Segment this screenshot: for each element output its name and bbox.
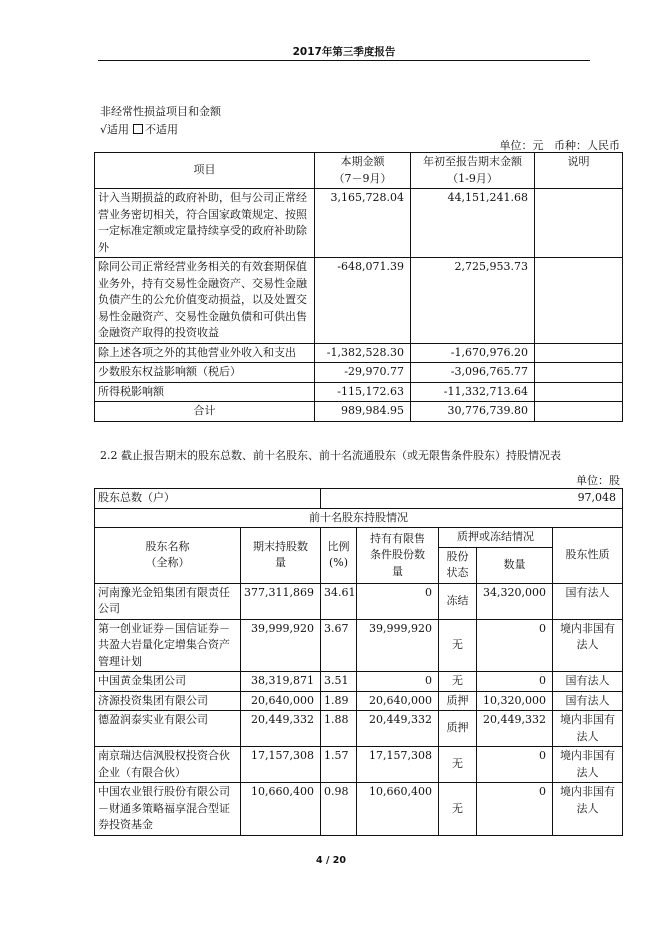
page-number: 4 / 20 [316, 855, 346, 866]
header-nature: 股东性质 [553, 528, 623, 584]
row-current: -29,970.77 [315, 363, 411, 383]
shareholder-name: 中国黄金集团公司 [95, 672, 241, 692]
row-ytd: 2,725,953.73 [411, 258, 535, 344]
shareholder-restricted: 0 [357, 672, 439, 692]
shareholder-status: 冻结 [439, 583, 477, 619]
applicability-line [100, 121, 178, 137]
row-current: 989,984.95 [315, 402, 411, 422]
shareholder-qty: 34,320,000 [477, 583, 553, 619]
header-ytd: 年初至报告期末金额 （1-9月） [411, 153, 535, 189]
shareholder-name: 德盈润泰实业有限公司 [95, 711, 241, 747]
shareholder-nature: 境内非国有法人 [553, 619, 623, 672]
shareholder-qty: 0 [477, 672, 553, 692]
shareholder-restricted: 0 [357, 583, 439, 619]
shareholder-name: 河南豫光金铅集团有限责任公司 [95, 583, 241, 619]
shareholder-ratio: 0.98 [321, 783, 357, 836]
shareholder-name: 南京瑞达信沨股权投资合伙企业（有限合伙） [95, 747, 241, 783]
top10-label: 前十名股东持股情况 [95, 508, 623, 528]
table-row-total [95, 402, 623, 422]
shareholder-nature: 国有法人 [553, 691, 623, 711]
table-row [95, 382, 623, 402]
shareholder-qty: 0 [477, 747, 553, 783]
shareholder-qty: 0 [477, 783, 553, 836]
row-item: 除同公司正常经营业务相关的有效套期保值业务外，持有交易性金融资产、交易性金融负债产生的公允价值变动损益，以及处置交易性金融资产、交易性金融负债和可供出售金融资产取得的投资收益 [95, 258, 315, 344]
header-item: 项目 [95, 153, 315, 189]
header-restricted: 持有有限售 条件股份数 量 [357, 528, 439, 584]
table-row [95, 691, 623, 711]
header-current: 本期金额 （7－9月） [315, 153, 411, 189]
row-item: 合计 [95, 402, 315, 422]
section2-title: 2.2 截止报告期末的股东总数、前十名股东、前十名流通股东（或无限售条件股东）持股情况表 [100, 449, 561, 462]
shareholder-nature: 境内非国有法人 [553, 783, 623, 836]
applicable-check: √适用 [100, 123, 130, 136]
shareholder-name: 中国农业银行股份有限公司－财通多策略福享混合型证券投资基金 [95, 783, 241, 836]
shareholder-nature: 境内非国有法人 [553, 711, 623, 747]
shareholder-status: 质押 [439, 691, 477, 711]
shareholder-restricted: 39,999,920 [357, 619, 439, 672]
table-row [95, 747, 623, 783]
shareholder-ratio: 34.61 [321, 583, 357, 619]
table-row [95, 343, 623, 363]
header-rule [98, 60, 590, 61]
shareholder-ratio: 1.57 [321, 747, 357, 783]
shareholder-restricted: 17,157,308 [357, 747, 439, 783]
row-note [535, 258, 623, 344]
row-ytd: 44,151,241.68 [411, 189, 535, 258]
header-name: 股东名称 （全称） [95, 528, 241, 584]
shareholder-status: 无 [439, 783, 477, 836]
row-current: -1,382,528.30 [315, 343, 411, 363]
shareholder-name: 第一创业证券－国信证券－共盈大岩量化定增集合资产管理计划 [95, 619, 241, 672]
shareholder-qty: 0 [477, 619, 553, 672]
row-ytd: -1,670,976.20 [411, 343, 535, 363]
unit-line-2: 单位：股 [576, 474, 620, 487]
shareholder-status: 无 [439, 747, 477, 783]
table-row [95, 363, 623, 383]
shareholder-name: 济源投资集团有限公司 [95, 691, 241, 711]
row-item: 除上述各项之外的其他营业外收入和支出 [95, 343, 315, 363]
row-item: 所得税影响额 [95, 382, 315, 402]
shareholder-nature: 国有法人 [553, 672, 623, 692]
table-row [95, 189, 623, 258]
shareholder-shares: 39,999,920 [241, 619, 321, 672]
table-row [95, 583, 623, 619]
shareholder-status: 无 [439, 672, 477, 692]
shareholder-shares: 17,157,308 [241, 747, 321, 783]
shareholders-table [94, 488, 623, 836]
checkbox-icon [133, 124, 143, 134]
nonrecurring-table [94, 152, 623, 422]
shareholder-ratio: 1.88 [321, 711, 357, 747]
shareholder-shares: 10,660,400 [241, 783, 321, 836]
shareholder-ratio: 3.67 [321, 619, 357, 672]
total-shareholders-value: 97,048 [321, 489, 623, 509]
row-note [535, 402, 623, 422]
header-shares: 期末持股数 量 [241, 528, 321, 584]
table-row [95, 711, 623, 747]
shareholder-status: 无 [439, 619, 477, 672]
row-ytd: -11,332,713.64 [411, 382, 535, 402]
table-row [95, 783, 623, 836]
shareholder-restricted: 20,640,000 [357, 691, 439, 711]
shareholder-qty: 20,449,332 [477, 711, 553, 747]
row-note [535, 189, 623, 258]
total-shareholders-label: 股东总数（户） [95, 489, 321, 509]
shareholder-shares: 377,311,869 [241, 583, 321, 619]
header-ratio: 比例 (%) [321, 528, 357, 584]
table-row [95, 672, 623, 692]
table-row [95, 619, 623, 672]
row-note [535, 343, 623, 363]
shareholder-ratio: 1.89 [321, 691, 357, 711]
row-note [535, 382, 623, 402]
shareholder-nature: 国有法人 [553, 583, 623, 619]
shareholder-restricted: 10,660,400 [357, 783, 439, 836]
header-qty: 数量 [477, 547, 553, 583]
shareholder-status: 质押 [439, 711, 477, 747]
header-status: 股份 状态 [439, 547, 477, 583]
row-current: -648,071.39 [315, 258, 411, 344]
report-header: 2017年第三季度报告 [292, 46, 396, 58]
row-ytd: -3,096,765.77 [411, 363, 535, 383]
shareholder-shares: 20,449,332 [241, 711, 321, 747]
not-applicable-label: 不适用 [145, 123, 179, 136]
shareholder-shares: 38,319,871 [241, 672, 321, 692]
header-note: 说明 [535, 153, 623, 189]
row-current: -115,172.63 [315, 382, 411, 402]
row-ytd: 30,776,739.80 [411, 402, 535, 422]
table-row [95, 258, 623, 344]
header-pledge: 质押或冻结情况 [439, 528, 553, 548]
row-current: 3,165,728.04 [315, 189, 411, 258]
row-item: 计入当期损益的政府补助，但与公司正常经营业务密切相关，符合国家政策规定、按照一定标准定额或定量持续享受的政府补助除外 [95, 189, 315, 258]
shareholder-ratio: 3.51 [321, 672, 357, 692]
section1-title: 非经常性损益项目和金额 [100, 105, 221, 118]
row-note [535, 363, 623, 383]
unit-line-1: 单位：元 币种：人民币 [499, 139, 620, 152]
shareholder-qty: 10,320,000 [477, 691, 553, 711]
shareholder-shares: 20,640,000 [241, 691, 321, 711]
row-item: 少数股东权益影响额（税后） [95, 363, 315, 383]
shareholder-restricted: 20,449,332 [357, 711, 439, 747]
shareholder-nature: 境内非国有法人 [553, 747, 623, 783]
